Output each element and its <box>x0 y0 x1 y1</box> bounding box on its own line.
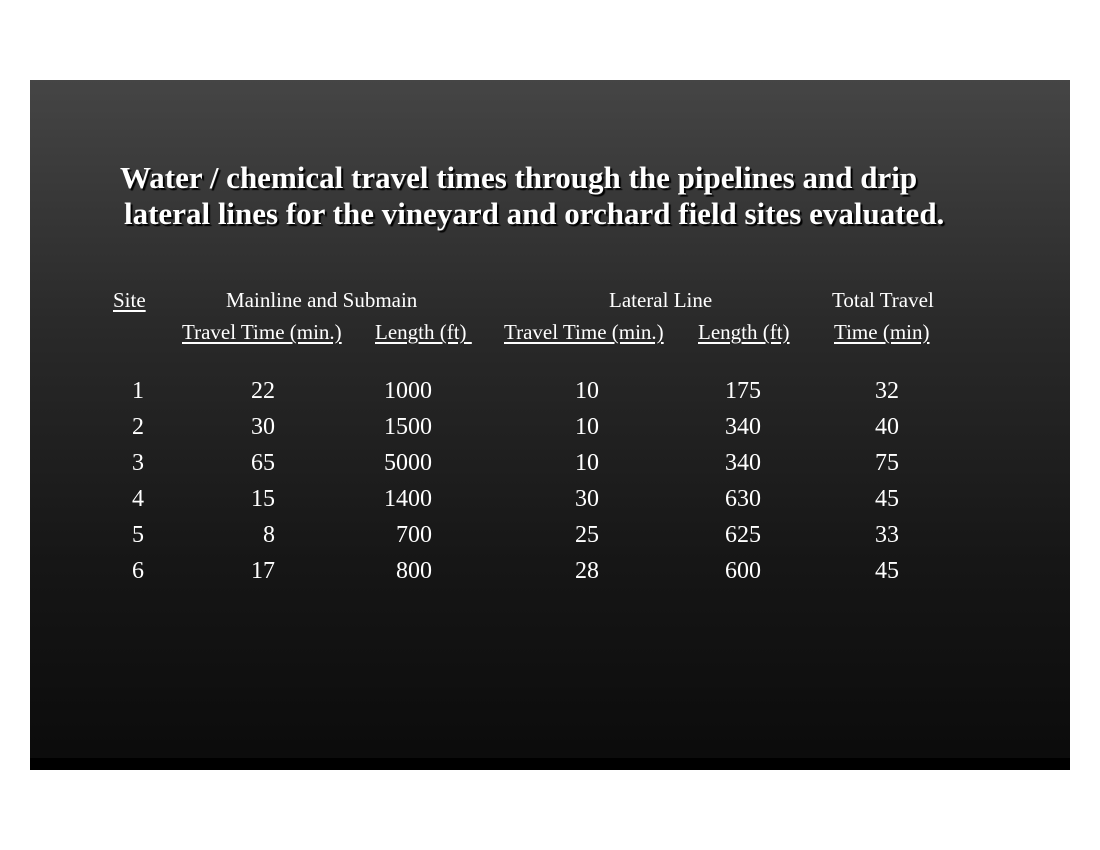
cell-main-length: 1400 <box>384 486 432 512</box>
cell-site: 5 <box>132 522 144 548</box>
cell-lateral-length: 625 <box>725 522 761 548</box>
cell-lateral-length: 630 <box>725 486 761 512</box>
cell-main-travel: 15 <box>251 486 275 512</box>
header-site: Site <box>113 288 146 312</box>
cell-total: 45 <box>875 558 899 584</box>
cell-lateral-length: 340 <box>725 450 761 476</box>
cell-main-length: 1500 <box>384 414 432 440</box>
header-main-travel-time: Travel Time (min.) <box>182 320 342 344</box>
title-line-2: lateral lines for the vineyard and orchard field sites evaluated. <box>124 196 945 231</box>
header-lateral-group: Lateral Line <box>609 288 713 312</box>
cell-lateral-travel: 28 <box>575 558 599 584</box>
cell-lateral-travel: 10 <box>575 450 599 476</box>
cell-lateral-travel: 10 <box>575 378 599 404</box>
header-total-travel: Total Travel <box>832 288 934 312</box>
cell-main-travel: 17 <box>251 558 275 584</box>
cell-site: 3 <box>132 450 144 476</box>
cell-main-travel: 30 <box>251 414 275 440</box>
header-lateral-length: Length (ft) <box>698 320 790 344</box>
cell-main-travel: 22 <box>251 378 275 404</box>
cell-total: 75 <box>875 450 899 476</box>
header-total-time: Time (min) <box>834 320 930 344</box>
cell-lateral-travel: 10 <box>575 414 599 440</box>
cell-main-length: 5000 <box>384 450 432 476</box>
cell-lateral-travel: 30 <box>575 486 599 512</box>
title-line-1: Water / chemical travel times through the pipelines and drip <box>120 160 918 195</box>
cell-lateral-length: 340 <box>725 414 761 440</box>
cell-total: 40 <box>875 414 899 440</box>
cell-lateral-travel: 25 <box>575 522 599 548</box>
cell-main-length: 800 <box>396 558 432 584</box>
cell-main-travel: 8 <box>263 522 275 548</box>
cell-main-length: 700 <box>396 522 432 548</box>
cell-lateral-length: 175 <box>725 378 761 404</box>
cell-main-travel: 65 <box>251 450 275 476</box>
cell-total: 45 <box>875 486 899 512</box>
slide-title <box>120 160 1040 232</box>
cell-site: 1 <box>132 378 144 404</box>
cell-total: 32 <box>875 378 899 404</box>
slide-bottom-bar <box>30 758 1070 770</box>
cell-site: 4 <box>132 486 144 512</box>
header-mainline-group: Mainline and Submain <box>226 288 418 312</box>
cell-total: 33 <box>875 522 899 548</box>
cell-main-length: 1000 <box>384 378 432 404</box>
cell-site: 2 <box>132 414 144 440</box>
header-lateral-travel-time: Travel Time (min.) <box>504 320 664 344</box>
slide <box>30 80 1070 770</box>
cell-site: 6 <box>132 558 144 584</box>
cell-lateral-length: 600 <box>725 558 761 584</box>
header-main-length: Length (ft) <box>375 320 472 344</box>
